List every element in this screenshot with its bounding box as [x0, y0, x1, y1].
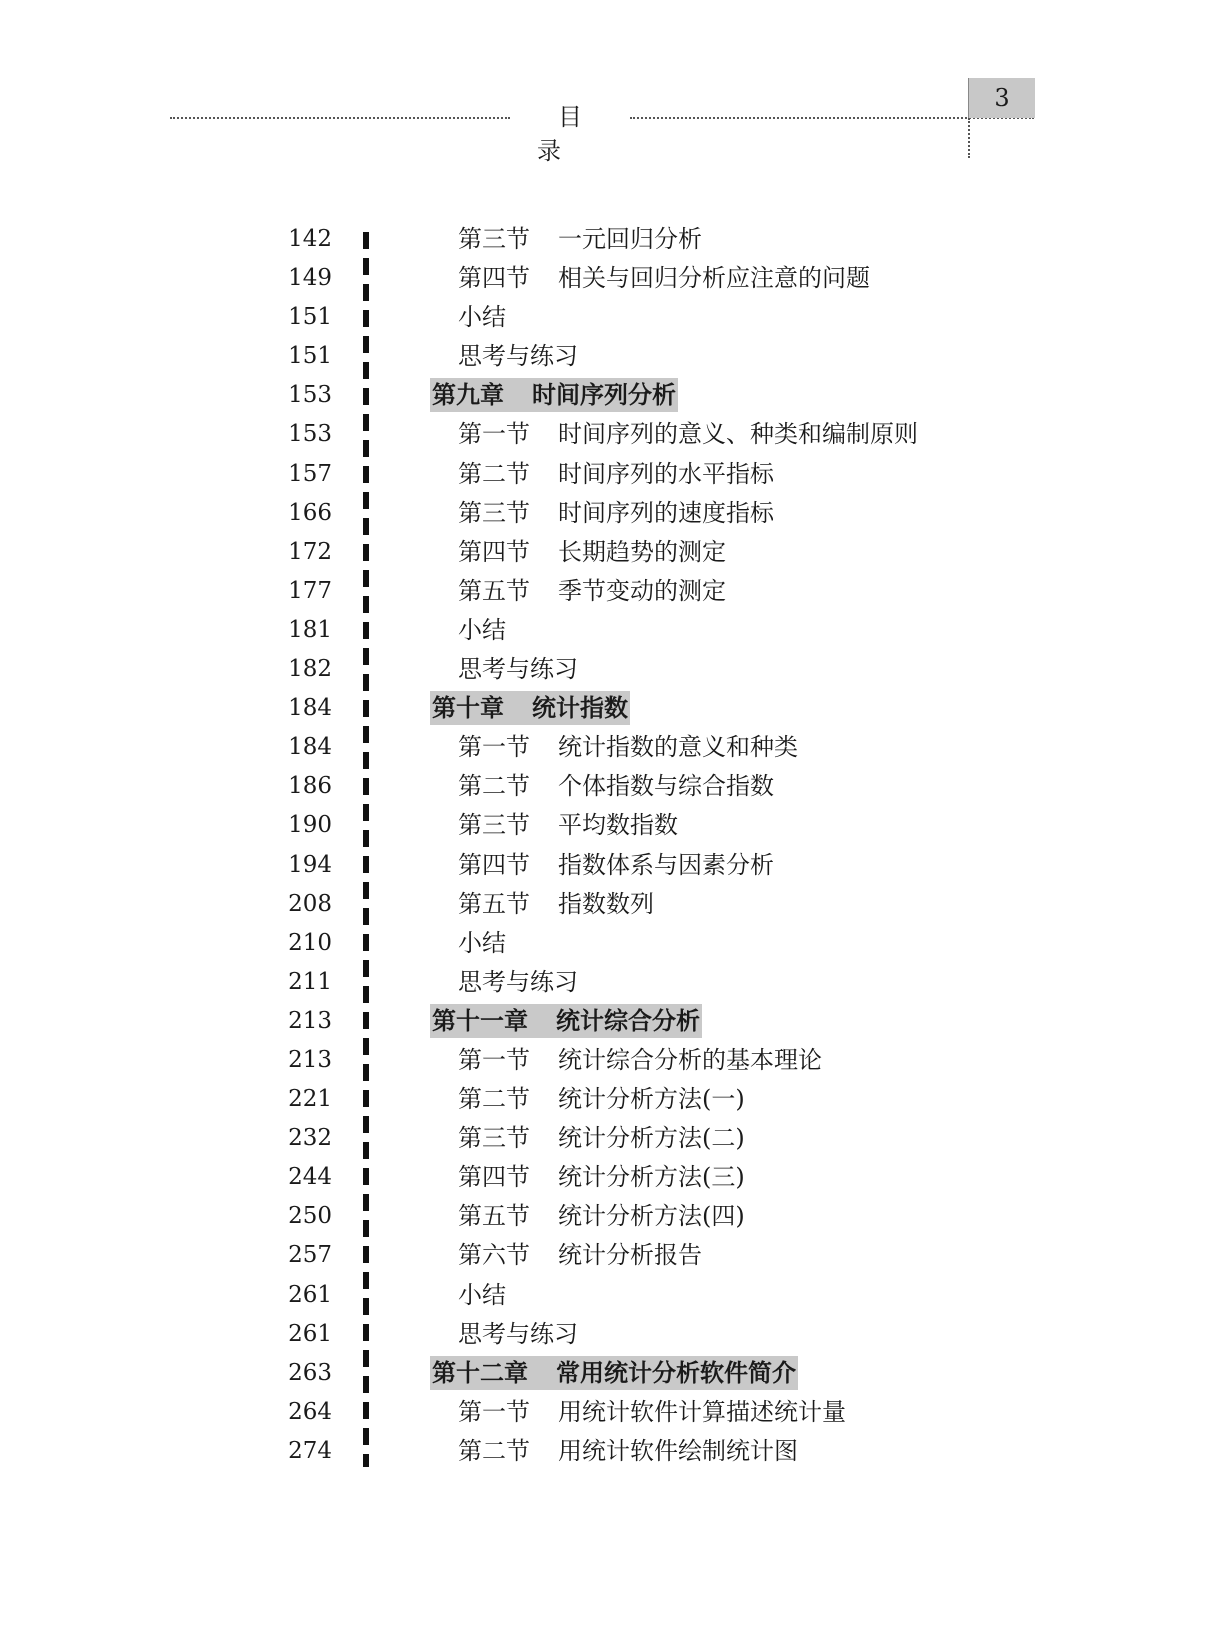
- toc-entry-title: 统计分析方法(四): [558, 1202, 745, 1231]
- toc-section-title: [458, 417, 918, 451]
- toc-section-title: [458, 808, 678, 842]
- toc-chapter-title: [430, 1356, 798, 1390]
- toc-row: [0, 417, 1205, 456]
- toc-entry-label: 第四节: [458, 1163, 530, 1192]
- toc-page-number: 184: [288, 734, 332, 761]
- toc-page-number: 250: [288, 1203, 332, 1230]
- toc-section-title: [458, 1043, 822, 1077]
- toc-entry-label: 第四节: [458, 264, 530, 293]
- toc-entry-label: 第五节: [458, 576, 530, 605]
- toc-page-number: 263: [288, 1359, 332, 1386]
- toc-entry-label: 思考与练习: [458, 1319, 578, 1348]
- toc-entry-label: 小结: [458, 303, 506, 332]
- toc-entry-label: 小结: [458, 615, 506, 644]
- toc-entry-label: 第五节: [458, 1202, 530, 1231]
- toc-entry-label: 思考与练习: [458, 655, 578, 684]
- toc-section-title: [458, 1395, 846, 1429]
- toc-section-title: [458, 1082, 745, 1116]
- toc-row: [0, 1317, 1205, 1356]
- toc-entry-title: 一元回归分析: [558, 225, 702, 253]
- toc-row: [0, 535, 1205, 574]
- toc-entry-title: 统计综合分析的基本理论: [558, 1045, 822, 1074]
- toc-row: [0, 300, 1205, 339]
- toc-chapter-title: [430, 691, 630, 725]
- toc-entry-title: 时间序列的水平指标: [558, 459, 774, 488]
- toc-entry-label: 第四节: [458, 850, 530, 879]
- toc-entry-label: 第三节: [458, 1124, 530, 1153]
- toc-entry-label: 小结: [458, 1280, 506, 1309]
- toc-section-title: [458, 496, 774, 530]
- toc-entry-label: 第六节: [458, 1241, 530, 1270]
- toc-section-title: [458, 1199, 745, 1233]
- toc-row: [0, 1043, 1205, 1082]
- toc-row: [0, 222, 1205, 261]
- toc-section-title: [458, 1238, 702, 1272]
- toc-page-number: 261: [288, 1281, 332, 1308]
- toc-entry-label: 第二节: [458, 1436, 530, 1465]
- toc-entry-title: 统计指数的意义和种类: [558, 733, 798, 762]
- toc-section-title: [458, 222, 702, 256]
- toc-row: [0, 1434, 1205, 1473]
- toc-chapter-row: [0, 691, 1205, 730]
- page-number: 3: [968, 78, 1035, 118]
- toc-row: [0, 848, 1205, 887]
- toc-page-number: 181: [288, 616, 332, 643]
- toc-entry-title: 统计综合分析: [556, 1006, 700, 1035]
- toc-entry-label: 第二节: [458, 1085, 530, 1114]
- toc-section-title: [458, 339, 578, 373]
- toc-page-number: 232: [288, 1125, 332, 1152]
- toc-page-number: 151: [288, 304, 332, 331]
- page-number-rule: [968, 118, 970, 158]
- toc-entry-title: 用统计软件绘制统计图: [558, 1436, 798, 1465]
- toc-entry-title: 统计分析报告: [558, 1241, 702, 1270]
- toc-entry-title: 时间序列分析: [532, 381, 676, 410]
- toc-entry-label: 思考与练习: [458, 342, 578, 371]
- toc-entry-label: 第一节: [458, 1397, 530, 1426]
- toc-chapter-row: [0, 1356, 1205, 1395]
- toc-entry-label: 第十二章: [432, 1358, 528, 1387]
- toc-chapter-title: [430, 1004, 702, 1038]
- toc-entry-title: 统计分析方法(二): [558, 1124, 745, 1153]
- toc-page-number: 157: [288, 460, 332, 487]
- toc-row: [0, 613, 1205, 652]
- toc-entry-title: 相关与回归分析应注意的问题: [558, 264, 870, 293]
- toc-page-number: 149: [288, 265, 332, 292]
- toc-entry-title: 指数数列: [558, 889, 654, 918]
- toc-entry-label: 第五节: [458, 889, 530, 918]
- toc-entry-title: 统计指数: [532, 694, 628, 723]
- header-rule-left: [170, 117, 510, 119]
- toc-entry-title: 指数体系与因素分析: [558, 850, 774, 879]
- toc-section-title: [458, 613, 506, 647]
- toc-page-number: 184: [288, 695, 332, 722]
- toc-row: [0, 1199, 1205, 1238]
- toc-page-number: 151: [288, 343, 332, 370]
- toc-page-number: 177: [288, 577, 332, 604]
- toc-section-title: [458, 965, 578, 999]
- toc-entry-title: 时间序列的速度指标: [558, 498, 774, 527]
- toc-entry-label: 第三节: [458, 225, 530, 253]
- toc-section-title: [458, 652, 578, 686]
- toc-entry-label: 第一节: [458, 1045, 530, 1074]
- toc-entry-label: 第一节: [458, 733, 530, 762]
- toc-page-number: 190: [288, 812, 332, 839]
- toc-row: [0, 339, 1205, 378]
- toc-row: [0, 887, 1205, 926]
- toc-section-title: [458, 887, 654, 921]
- toc-entry-title: 时间序列的意义、种类和编制原则: [558, 420, 918, 449]
- toc-row: [0, 1238, 1205, 1277]
- toc-page-number: 264: [288, 1398, 332, 1425]
- toc-entry-title: 长期趋势的测定: [558, 537, 726, 566]
- toc-chapter-row: [0, 1004, 1205, 1043]
- toc-section-title: [458, 300, 506, 334]
- toc-entry-title: 统计分析方法(一): [558, 1085, 745, 1114]
- toc-page-number: 257: [288, 1242, 332, 1269]
- toc-section-title: [458, 769, 774, 803]
- toc-section-title: [458, 730, 798, 764]
- toc-row: [0, 261, 1205, 300]
- toc-row: [0, 965, 1205, 1004]
- toc-entry-label: 第三节: [458, 498, 530, 527]
- toc-page-number: 210: [288, 929, 332, 956]
- toc-page-number: 186: [288, 773, 332, 800]
- toc-row: [0, 457, 1205, 496]
- toc-section-title: [458, 1278, 506, 1312]
- toc-row: [0, 1082, 1205, 1121]
- toc-section-title: [458, 1121, 745, 1155]
- toc-row: [0, 730, 1205, 769]
- toc-row: [0, 496, 1205, 535]
- toc-entry-label: 思考与练习: [458, 967, 578, 996]
- toc-section-title: [458, 574, 726, 608]
- toc-entry-label: 第四节: [458, 537, 530, 566]
- toc-row: [0, 769, 1205, 808]
- toc-page-number: 172: [288, 538, 332, 565]
- toc-entry-label: 小结: [458, 928, 506, 957]
- toc-row: [0, 652, 1205, 691]
- toc-entry-title: 用统计软件计算描述统计量: [558, 1397, 846, 1426]
- toc-chapter-title: [430, 378, 678, 412]
- toc-entry-title: 常用统计分析软件简介: [556, 1358, 796, 1387]
- toc-row: [0, 1160, 1205, 1199]
- toc-section-title: [458, 1434, 798, 1468]
- toc-row: [0, 926, 1205, 965]
- toc-section-title: [458, 457, 774, 491]
- toc-page-number: 182: [288, 656, 332, 683]
- toc-entry-label: 第十一章: [432, 1006, 528, 1035]
- toc-entry-label: 第九章: [432, 381, 504, 410]
- toc-page-number: 261: [288, 1320, 332, 1347]
- toc-page-number: 244: [288, 1164, 332, 1191]
- toc-row: [0, 808, 1205, 847]
- toc-section-title: [458, 261, 870, 295]
- toc-entry-label: 第十章: [432, 694, 504, 723]
- toc-section-title: [458, 926, 506, 960]
- toc-entry-title: 平均数指数: [558, 811, 678, 840]
- toc-entry-title: 个体指数与综合指数: [558, 772, 774, 801]
- toc-section-title: [458, 535, 726, 569]
- toc-entry-label: 第二节: [458, 459, 530, 488]
- toc-entry-label: 第一节: [458, 420, 530, 449]
- toc-page-number: 142: [288, 226, 332, 252]
- toc-row: [0, 574, 1205, 613]
- toc-section-title: [458, 1317, 578, 1351]
- toc-entry-label: 第二节: [458, 772, 530, 801]
- toc-entry-title: 季节变动的测定: [558, 576, 726, 605]
- toc-page-number: 153: [288, 421, 332, 448]
- toc-row: [0, 1278, 1205, 1317]
- toc-page-number: 213: [288, 1046, 332, 1073]
- toc-page-number: 213: [288, 1007, 332, 1034]
- toc-page-number: 153: [288, 382, 332, 409]
- toc-section-title: [458, 1160, 745, 1194]
- toc-page-number: 221: [288, 1086, 332, 1113]
- table-of-contents: [0, 222, 1205, 1473]
- toc-page-number: 274: [288, 1437, 332, 1464]
- toc-page-number: 211: [288, 968, 332, 995]
- toc-row: [0, 1395, 1205, 1434]
- toc-row: [0, 1121, 1205, 1160]
- page-title: 目 录: [537, 103, 624, 165]
- toc-section-title: [458, 848, 774, 882]
- toc-entry-label: 第三节: [458, 811, 530, 840]
- toc-page-number: 194: [288, 851, 332, 878]
- toc-entry-title: 统计分析方法(三): [558, 1163, 745, 1192]
- toc-page-number: 166: [288, 499, 332, 526]
- toc-page-number: 208: [288, 890, 332, 917]
- toc-chapter-row: [0, 378, 1205, 417]
